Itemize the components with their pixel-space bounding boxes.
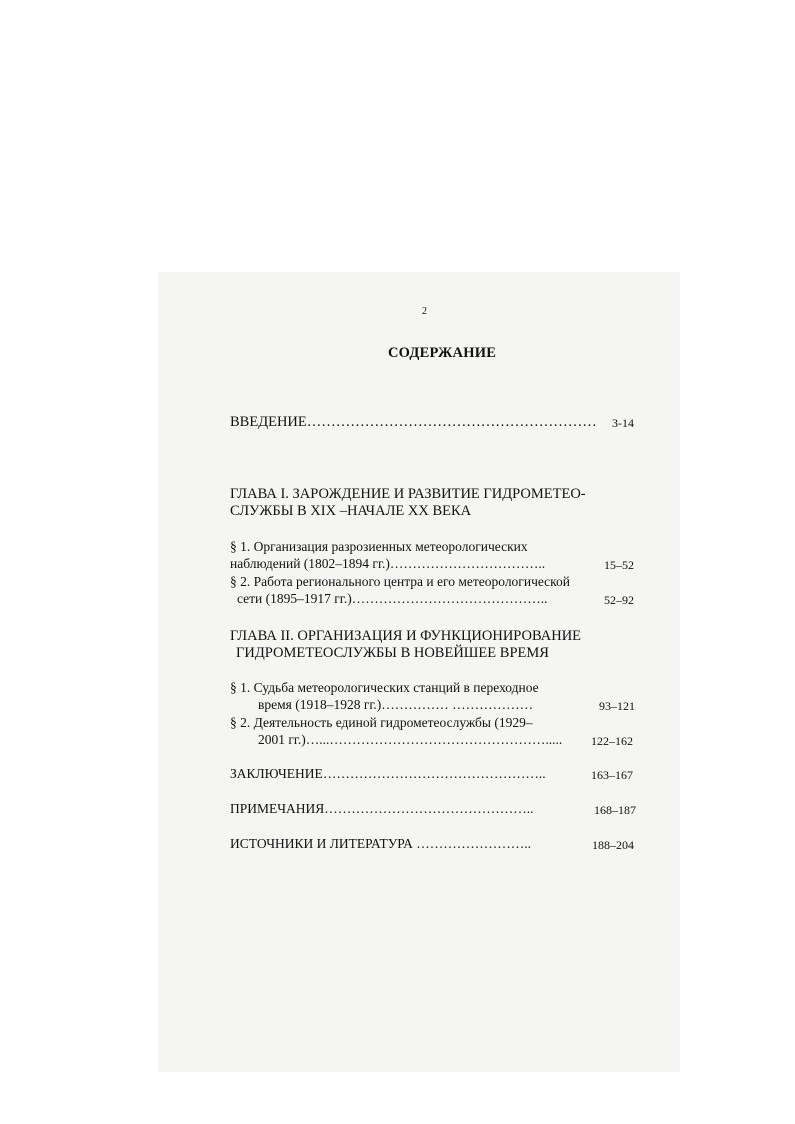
toc-intro-label: ВВЕДЕНИЕ (230, 414, 307, 430)
toc-sources-line (230, 836, 531, 852)
chapter1-heading-line1: ГЛАВА I. ЗАРОЖДЕНИЕ И РАЗВИТИЕ ГИДРОМЕТЕО- (230, 486, 586, 502)
toc-sources-label: ИСТОЧНИКИ И ЛИТЕРАТУРА (230, 836, 413, 851)
chapter1-heading-line2: СЛУЖБЫ В XIX –НАЧАЛЕ XX ВЕКА (230, 503, 472, 519)
chapter2-section2-line2: 2001 гг.)…...…………………………………………..... (258, 732, 563, 747)
toc-intro-leader: …………………………………………………… (306, 414, 597, 430)
scanned-sheet (158, 272, 680, 1072)
chapter2-section1-pages: 93–121 (599, 699, 635, 713)
toc-notes-leader: ……………………………………….. (324, 801, 534, 816)
chapter1-section2-pages: 52–92 (604, 593, 634, 607)
page-number: 2 (422, 306, 427, 317)
toc-sources-pages: 188–204 (592, 838, 634, 852)
chapter1-section1-pages: 15–52 (604, 558, 634, 572)
toc-intro-pages: 3-14 (612, 416, 634, 430)
toc-conclusion-line (230, 766, 546, 782)
toc-intro-line (230, 414, 597, 431)
chapter2-section1-line2: время (1918–1928 гг.)…………… ……………… (258, 697, 534, 712)
chapter1-section2-line1: § 2. Работа регионального центра и его метеорологической (230, 574, 571, 589)
toc-conclusion-pages: 163–167 (591, 768, 633, 782)
chapter2-section1-line1: § 1. Судьба метеорологических станций в переходное (230, 680, 539, 695)
chapter1-section1-line2: наблюдений (1802–1894 гг.)…………………………….. (230, 556, 546, 571)
toc-notes-pages: 168–187 (594, 803, 636, 817)
chapter1-section2-line2: сети (1895–1917 гг.)…………………………………….. (237, 591, 548, 606)
page-title: СОДЕРЖАНИЕ (388, 345, 497, 361)
chapter2-section2-line1: § 2. Деятельность единой гидрометеослужбы (1929– (230, 715, 533, 730)
toc-sources-leader: …………………….. (412, 836, 531, 851)
toc-notes-line (230, 801, 534, 817)
chapter2-heading-line1: ГЛАВА II. ОРГАНИЗАЦИЯ И ФУНКЦИОНИРОВАНИЕ (230, 628, 582, 644)
toc-notes-label: ПРИМЕЧАНИЯ (230, 801, 325, 816)
toc-conclusion-leader: ………………………………………….. (322, 766, 546, 781)
chapter2-heading-line2: ГИДРОМЕТЕОСЛУЖБЫ В НОВЕЙШЕЕ ВРЕМЯ (236, 645, 549, 661)
chapter1-section1-line1: § 1. Организация разрозиенных метеорологических (230, 539, 528, 554)
toc-conclusion-label: ЗАКЛЮЧЕНИЕ (230, 766, 323, 781)
chapter2-section2-pages: 122–162 (591, 734, 633, 748)
